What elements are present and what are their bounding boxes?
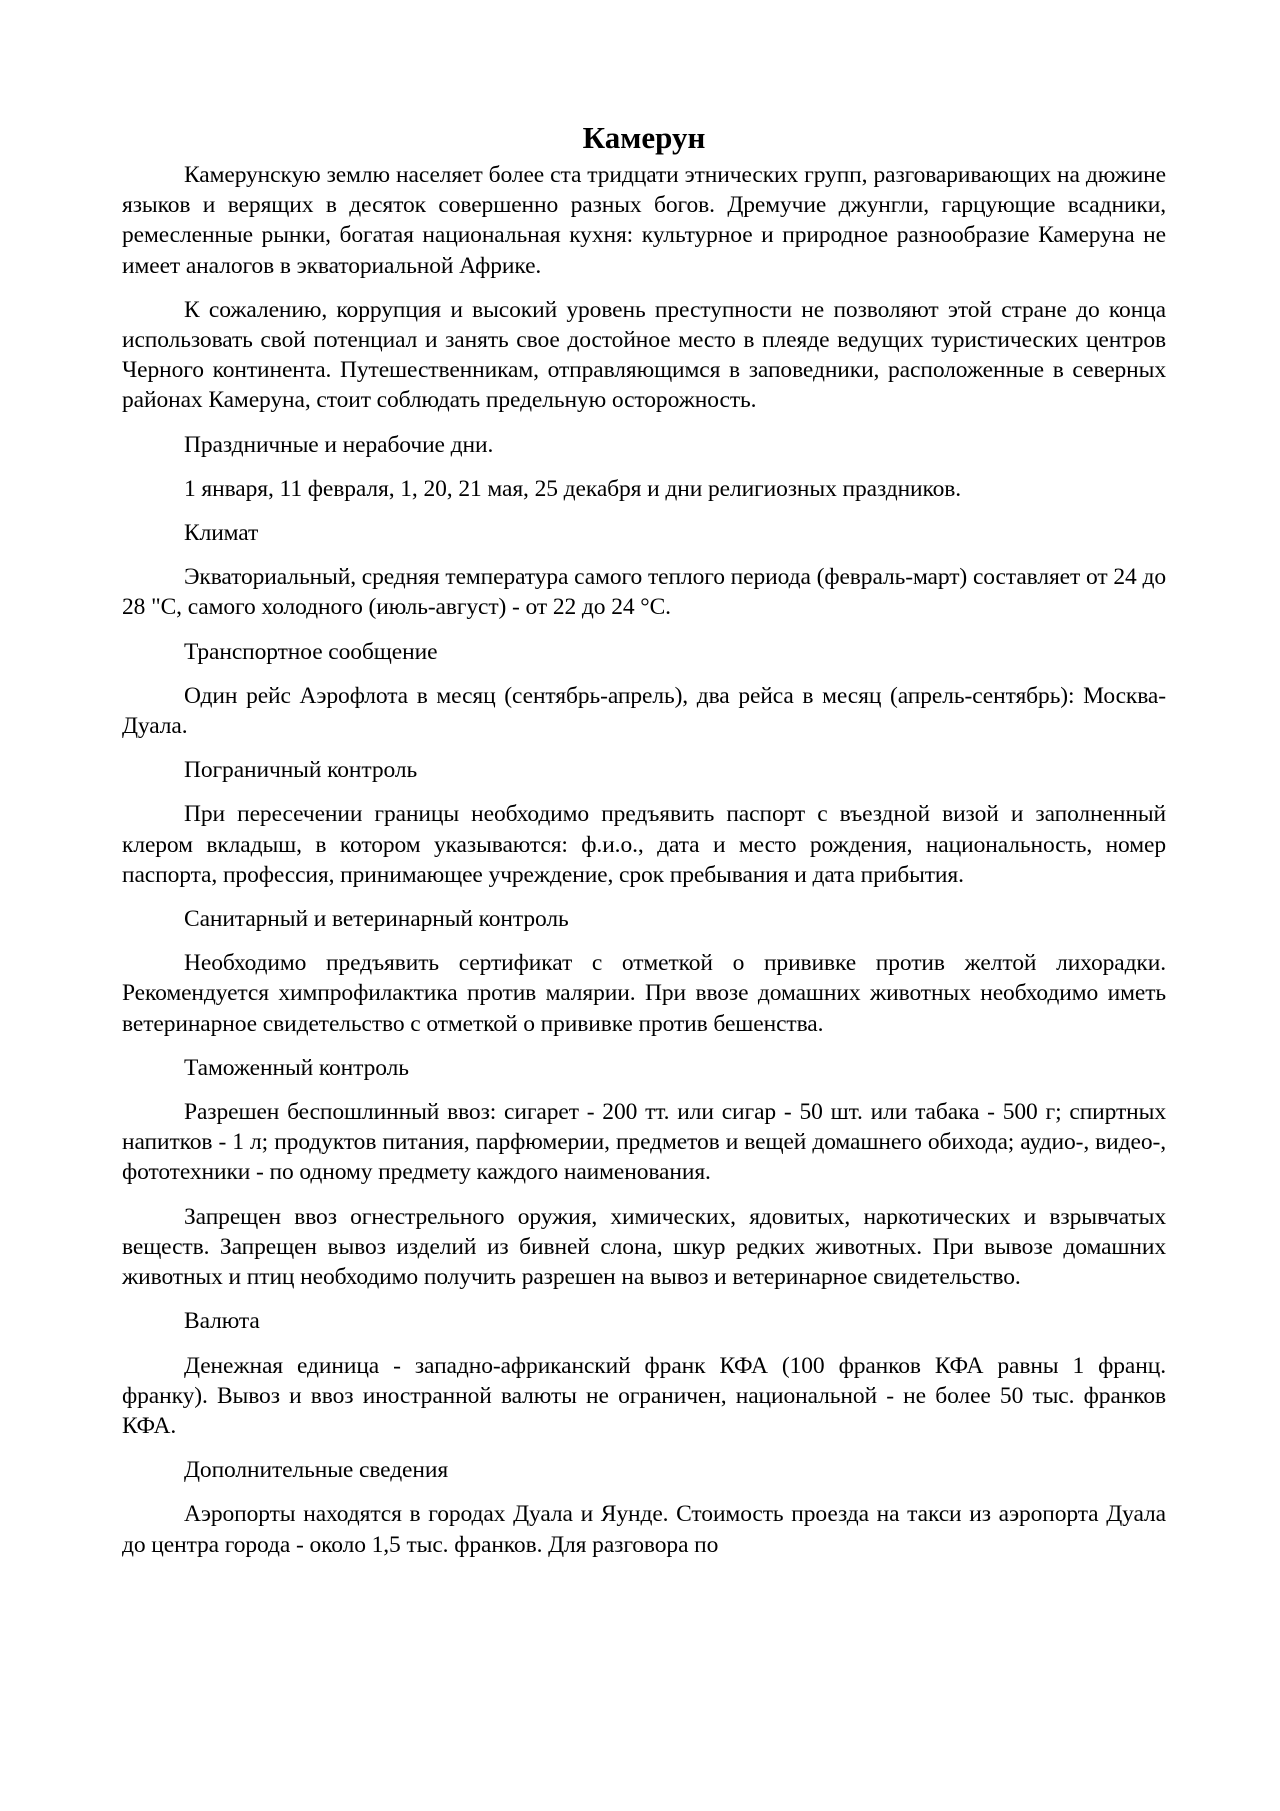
paragraph-transport: Один рейс Аэрофлота в месяц (сентябрь-апрель), два рейса в месяц (апрель-сентябрь): Москва-Дуала. [122, 682, 1166, 740]
section-heading-transport: Транспортное сообщение [184, 638, 438, 665]
paragraph-intro: Камерунскую землю населяет более ста тридцати этнических групп, разговаривающих на дюжине языков и верящих в десяток совершенно разных богов. Дремучие джунгли, гарцующие всадники, ремесленные рынки, богатая национальная кухня: культурное и природное разнообразие Камеруна не имеет аналогов в экваториальной Африке. [122, 162, 1166, 279]
document-body [122, 118, 1166, 1560]
paragraph-additional: Аэропорты находятся в городах Дуала и Яунде. Стоимость проезда на такси из аэропорта Дуала до центра города - около 1,5 тыс. франков. Для разговора по [122, 1501, 1166, 1558]
paragraph-holidays: 1 января, 11 февраля, 1, 20, 21 мая, 25 декабря и дни религиозных праздников. [184, 475, 962, 502]
section-heading-additional: Дополнительные сведения [184, 1457, 449, 1484]
paragraph-customs-allowed: Разрешен беспошлинный ввоз: сигарет - 200 тт. или сигар - 50 шт. или табака - 500 г; спиртных напитков - 1 л; продуктов питания, парфюмерии, предметов и вещей домашнего обихода; аудио-, видео-, фототехники - по одному предмету каждого наименования. [122, 1099, 1166, 1186]
paragraph-customs-forbidden: Запрещен ввоз огнестрельного оружия, химических, ядовитых, наркотических и взрывчатых веществ. Запрещен вывоз изделий из бивней слона, шкур редких животных. При вывозе домашних животных и птиц необходимо получить разрешен на вывоз и ветеринарное свидетельство. [122, 1203, 1166, 1291]
section-heading-holidays: Праздничные и нерабочие дни. [184, 431, 494, 458]
section-heading-customs: Таможенный контроль [184, 1054, 409, 1081]
paragraph-climate: Экваториальный, средняя температура самого теплого периода (февраль-март) составляет от 24 до 28 "С, самого холодного (июль-август) - от 22 до 24 °С. [122, 564, 1166, 621]
paragraph-currency: Денежная единица - западно-африканский франк КФА (100 франков КФА равны 1 франц. франку). Вывоз и ввоз иностранной валюты не ограничен, национальной - не более 50 тыс. франков КФА. [122, 1352, 1166, 1439]
section-heading-currency: Валюта [184, 1308, 260, 1335]
paragraph-safety: К сожалению, коррупция и высокий уровень преступности не позволяют этой стране до конца использовать свой потенциал и занять свое достойное место в плеяде ведущих туристических центров Черного континента. Путешественникам, отправляющимся в заповедники, расположенные в северных районах Камеруна, стоит соблюдать предельную осторожность. [122, 296, 1166, 414]
section-heading-sanitary: Санитарный и ветеринарный контроль [184, 906, 569, 933]
section-heading-climate: Климат [184, 520, 259, 547]
section-heading-border: Пограничный контроль [184, 757, 418, 784]
paragraph-sanitary: Необходимо предъявить сертификат с отметкой о прививке против желтой лихорадки. Рекомендуется химпрофилактика против малярии. При ввозе домашних животных необходимо иметь ветеринарное свидетельство с отметкой о прививке против бешенства. [122, 950, 1166, 1037]
document-title: Камерун [582, 120, 706, 155]
paragraph-border: При пересечении границы необходимо предъявить паспорт с въездной визой и заполненный клером вкладыш, в котором указываются: ф.и.о., дата и место рождения, национальность, номер паспорта, профессия, принимающее учреждение, срок пребывания и дата прибытия. [122, 801, 1166, 888]
